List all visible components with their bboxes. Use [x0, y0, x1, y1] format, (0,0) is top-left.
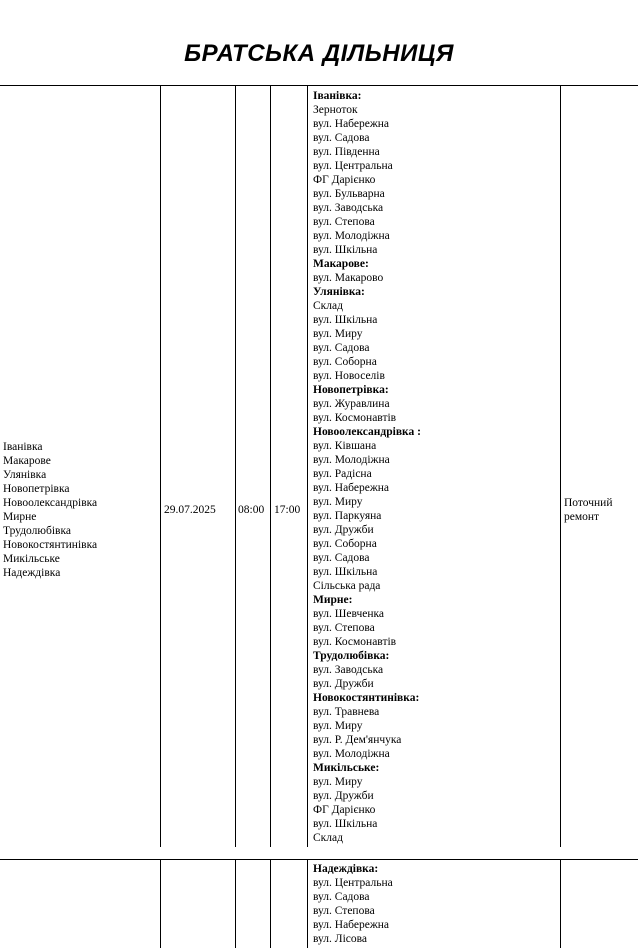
street-item: Склад: [313, 832, 343, 844]
street-item: вул. Миру: [313, 720, 363, 732]
street-item: вул. Р. Дем'янчука: [313, 734, 402, 746]
settlement-name: Іванівка: [3, 441, 43, 453]
street-item: вул. Шкільна: [313, 314, 378, 326]
work-type-cell: [564, 496, 612, 524]
street-item: вул. Заводська: [313, 202, 384, 214]
street-item: вул. Молодіжна: [313, 230, 390, 242]
street-item: вул. Набережна: [313, 482, 390, 494]
street-item: вул. Шкільна: [313, 244, 378, 256]
street-item: вул. Бульварна: [313, 188, 385, 200]
street-item: вул. Соборна: [313, 356, 377, 368]
street-item: вул. Соборна: [313, 538, 377, 550]
street-item: вул. Новоселів: [313, 370, 385, 382]
village-header: Макарове:: [313, 258, 369, 270]
street-item: вул. Набережна: [313, 118, 390, 130]
col-divider-1: [160, 85, 161, 847]
village-header: Улянівка:: [313, 286, 365, 298]
col-divider-4-page2: [307, 859, 308, 948]
street-item: вул. Садова: [313, 342, 370, 354]
village-header: Новоолександрівка :: [313, 426, 421, 438]
street-item: вул. Лісова: [313, 933, 368, 945]
settlement-name: Микільське: [3, 553, 60, 565]
street-item: вул. Молодіжна: [313, 454, 390, 466]
settlement-name: Мирне: [3, 511, 37, 523]
street-item: вул. Молодіжна: [313, 748, 390, 760]
outage-date: 29.07.2025: [164, 504, 216, 516]
street-item: вул. Космонавтів: [313, 636, 397, 648]
street-item: вул. Ківшана: [313, 440, 377, 452]
table-top-border-page2: [0, 859, 638, 860]
street-item: вул. Дружби: [313, 790, 374, 802]
time-to: 17:00: [274, 504, 301, 516]
col-divider-2-page2: [235, 859, 236, 948]
street-item: вул. Степова: [313, 622, 375, 634]
street-item: вул. Травнева: [313, 706, 380, 718]
settlements-cell: [3, 440, 97, 580]
street-item: ФГ Дарієнко: [313, 174, 376, 186]
col-divider-4: [307, 85, 308, 847]
streets-list: [313, 89, 421, 845]
street-item: вул. Центральна: [313, 160, 393, 172]
village-header: Іванівка:: [313, 90, 362, 102]
street-item: вул. Миру: [313, 776, 363, 788]
street-item: вул. Макарово: [313, 272, 384, 284]
street-item: вул. Степова: [313, 905, 375, 917]
street-item: вул. Радісна: [313, 468, 372, 480]
street-item: вул. Південна: [313, 146, 380, 158]
street-item: Склад: [313, 300, 343, 312]
street-item: вул. Шкільна: [313, 818, 378, 830]
settlement-name: Надеждівка: [3, 567, 61, 579]
village-header: Новопетрівка:: [313, 384, 389, 396]
time-from: 08:00: [238, 504, 265, 516]
street-item: вул. Шкільна: [313, 566, 378, 578]
street-item: Сільська рада: [313, 580, 381, 592]
street-item: вул. Космонавтів: [313, 412, 397, 424]
street-item: вул. Паркуяна: [313, 510, 382, 522]
street-item: вул. Шевченка: [313, 608, 385, 620]
village-header: Надеждівка:: [313, 863, 379, 875]
street-item: вул. Степова: [313, 216, 375, 228]
table-top-border: [0, 85, 638, 86]
village-header: Мирне:: [313, 594, 353, 606]
street-item: вул. Журавлина: [313, 398, 390, 410]
settlement-name: Новокостянтинівка: [3, 539, 98, 551]
village-header: Трудолюбівка:: [313, 650, 390, 662]
street-item: вул. Заводська: [313, 664, 384, 676]
street-item: вул. Дружби: [313, 524, 374, 536]
village-header: Новокостянтинівка:: [313, 692, 420, 704]
col-divider-5: [560, 85, 561, 847]
street-item: вул. Дружби: [313, 678, 374, 690]
work-type-line: Поточний: [564, 497, 613, 509]
col-divider-1-page2: [160, 859, 161, 948]
street-item: вул. Миру: [313, 328, 363, 340]
settlement-name: Трудолюбівка: [3, 525, 71, 537]
street-item: вул. Набережна: [313, 919, 390, 931]
settlement-name: Улянівка: [3, 469, 47, 481]
street-item: вул. Миру: [313, 496, 363, 508]
settlement-name: Новопетрівка: [3, 483, 70, 495]
settlement-name: Макарове: [3, 455, 51, 467]
col-divider-3: [270, 85, 271, 847]
street-item: вул. Садова: [313, 132, 370, 144]
settlement-name: Новоолександрівка: [3, 497, 98, 509]
col-divider-5-page2: [560, 859, 561, 948]
streets-list-page2: [313, 862, 393, 946]
street-item: Зерноток: [313, 104, 358, 116]
street-item: вул. Садова: [313, 891, 370, 903]
page-title: БРАТСЬКА ДІЛЬНИЦЯ: [184, 40, 454, 67]
street-item: вул. Садова: [313, 552, 370, 564]
village-header: Микільське:: [313, 762, 380, 774]
street-item: вул. Центральна: [313, 877, 393, 889]
work-type-line: ремонт: [564, 511, 600, 523]
col-divider-2: [235, 85, 236, 847]
col-divider-3-page2: [270, 859, 271, 948]
street-item: ФГ Дарієнко: [313, 804, 376, 816]
